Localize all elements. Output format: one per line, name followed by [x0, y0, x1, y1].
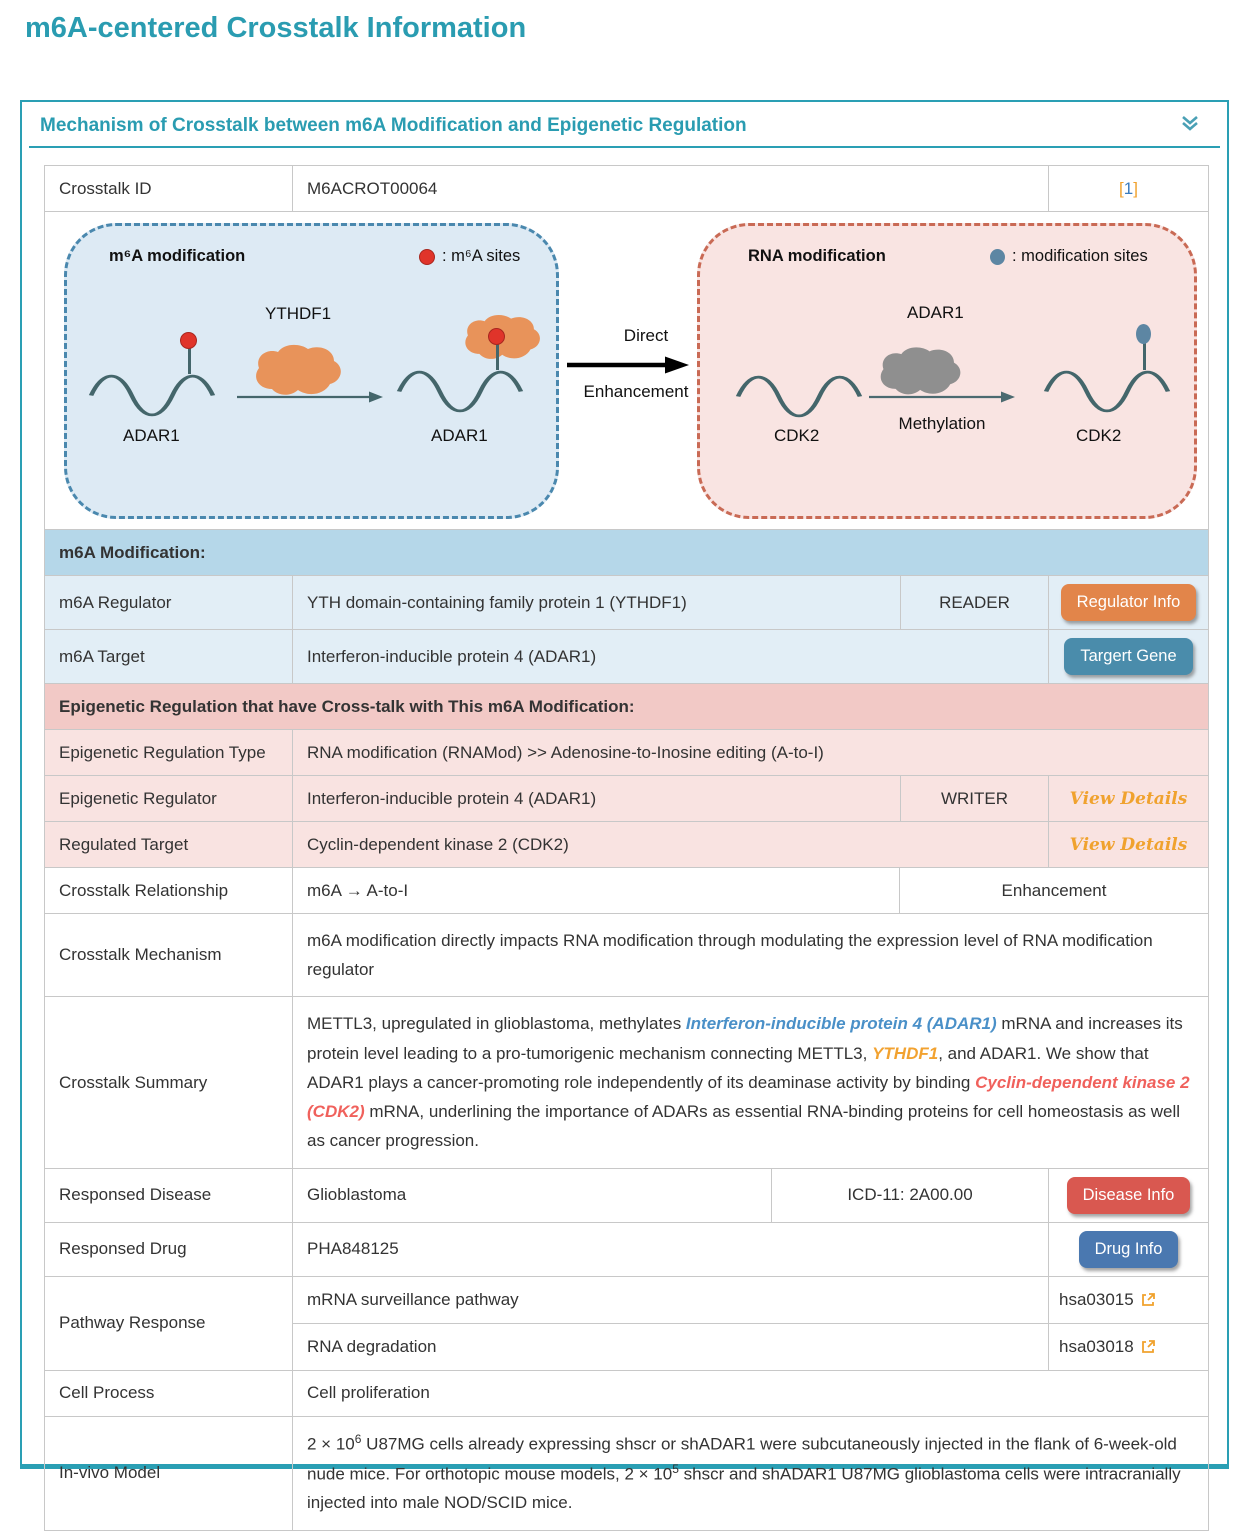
row-m6a-section-header [45, 529, 1208, 575]
view-details-link[interactable]: View Details [1069, 788, 1188, 809]
epigenetic-section-title: Epigenetic Regulation that have Cross-talk with This m6A Modification: [59, 696, 635, 716]
external-link-icon [1140, 1339, 1156, 1355]
crosstalk-direction-line1: Direct [623, 326, 669, 345]
m6a-site-dot-icon [419, 249, 435, 265]
epigenetic-type-label: Epigenetic Regulation Type [59, 742, 266, 762]
epigenetic-regulator-value: Interferon-inducible protein 4 (ADAR1) [292, 776, 900, 821]
rna-wave [1042, 364, 1172, 419]
crosstalk-summary-value: METTL3, upregulated in glioblastoma, methylates Interferon-inducible protein 4 (ADAR1) mRNA and increases its protein level leading to a pro-tumorigenic mechanism connecting METTL3, YTHDF1, and ADAR1. We show that ADAR1 plays a cancer-promoting role independently of its deaminase activity by binding Cyclin-dependent kinase 2 (CDK2) mRNA, underlining the importance of ADARs as essential RNA-binding proteins for cell homeostasis as well as cancer progression. [292, 997, 1208, 1167]
regulated-target-value: Cyclin-dependent kinase 2 (CDK2) [292, 822, 1048, 867]
modification-sites-legend: : modification sites [990, 247, 1148, 266]
crosstalk-id-value: M6ACROT00064 [292, 166, 1048, 211]
rna-modification-box [697, 223, 1197, 519]
target-gene-button[interactable]: Targert Gene [1064, 638, 1192, 675]
target-label: ADAR1 [431, 426, 488, 445]
m6a-section-title: m6A Modification: [59, 542, 206, 562]
rna-wave [87, 368, 217, 423]
row-mechanism-diagram [45, 211, 1208, 529]
target-label: CDK2 [1076, 426, 1122, 445]
responsed-drug-label: Responsed Drug [59, 1239, 187, 1259]
external-link-icon [1140, 1292, 1156, 1308]
pathway-row [293, 1323, 1208, 1370]
crosstalk-relationship-value: m6A → A-to-I [292, 868, 899, 913]
rna-wave [395, 364, 525, 419]
crosstalk-mechanism-value: m6A modification directly impacts RNA modification through modulating the expression level of RNA modification regulator [292, 914, 1208, 996]
crosstalk-table [44, 165, 1209, 1531]
disease-icd-code: ICD-11: 2A00.00 [771, 1169, 1048, 1222]
m6a-sites-legend: : m⁶A sites [419, 247, 520, 266]
methylation-arrow [867, 390, 1017, 404]
panel-header-title: Mechanism of Crosstalk between m6A Modification and Epigenetic Regulation [40, 115, 747, 136]
m6a-modification-box [64, 223, 559, 519]
crosstalk-mechanism-label: Crosstalk Mechanism [59, 945, 222, 965]
m6a-regulator-value: YTH domain-containing family protein 1 (YTHDF1) [292, 576, 900, 629]
cell-process-label: Cell Process [59, 1383, 155, 1403]
m6a-site-dot-icon [488, 328, 505, 345]
pathway-response-label: Pathway Response [59, 1313, 206, 1333]
double-chevron-down-icon[interactable] [1180, 115, 1200, 137]
pathway-kegg-link[interactable]: hsa03015 [1059, 1290, 1156, 1310]
regulator-label: YTHDF1 [265, 304, 332, 323]
crosstalk-panel [20, 100, 1229, 1513]
m6a-box-title: m⁶A modification [109, 247, 246, 265]
pathway-kegg-link[interactable]: hsa03018 [1059, 1337, 1156, 1357]
regulator-info-button[interactable]: Regulator Info [1061, 584, 1197, 621]
mechanism-diagram [45, 212, 1208, 529]
row-crosstalk-mechanism [45, 913, 1208, 996]
row-crosstalk-relationship [45, 867, 1208, 913]
row-pathway-response [45, 1276, 1208, 1370]
responsed-disease-label: Responsed Disease [59, 1185, 212, 1205]
regulator-label: ADAR1 [907, 303, 964, 322]
crosstalk-direction-line2: Enhancement [583, 382, 689, 401]
m6a-target-value: Interferon-inducible protein 4 (ADAR1) [292, 630, 1048, 683]
m6a-regulator-role: READER [900, 576, 1048, 629]
row-cell-process [45, 1370, 1208, 1416]
row-m6a-regulator [45, 575, 1208, 629]
view-details-link[interactable]: View Details [1069, 834, 1188, 855]
pathway-name: RNA degradation [307, 1336, 437, 1356]
row-m6a-target [45, 629, 1208, 683]
cell-process-value: Cell proliferation [292, 1371, 1208, 1416]
epigenetic-regulator-role: WRITER [900, 776, 1048, 821]
row-responsed-disease [45, 1168, 1208, 1222]
row-epigenetic-type [45, 729, 1208, 775]
epigenetic-regulator-label: Epigenetic Regulator [59, 788, 217, 808]
row-epigenetic-regulator [45, 775, 1208, 821]
crosstalk-arrow [565, 355, 691, 375]
pathway-row [293, 1277, 1208, 1323]
crosstalk-summary-label: Crosstalk Summary [59, 1072, 208, 1092]
row-crosstalk-id [45, 166, 1208, 211]
drug-info-button[interactable]: Drug Info [1079, 1231, 1179, 1268]
target-label: ADAR1 [123, 426, 180, 445]
panel-header [29, 102, 1220, 148]
row-responsed-drug [45, 1222, 1208, 1276]
invivo-model-value: $2 \times 10^6$ U87MG cells already expressing shscr or shADAR1 were subcutaneously injected in the flank of 6-week-old nude mice. For orthotopic mouse models, $2 \times 10^5$ shscr and shADAR1 U87MG glioblastoma cells were intracranially injected into male NOD/SCID mice. [292, 1417, 1208, 1530]
m6a-regulator-label: m6A Regulator [59, 592, 172, 612]
pathway-name: mRNA surveillance pathway [307, 1289, 519, 1309]
reaction-arrow [235, 390, 385, 404]
row-regulated-target [45, 821, 1208, 867]
rna-wave [734, 369, 864, 424]
modification-site-dot-icon [990, 249, 1005, 265]
responsed-disease-value: Glioblastoma [292, 1169, 771, 1222]
action-label: Methylation [898, 414, 986, 433]
row-invivo-model [45, 1416, 1208, 1530]
rna-box-title: RNA modification [748, 247, 886, 265]
m6a-site-dot-icon [180, 332, 197, 349]
m6a-target-label: m6A Target [59, 646, 145, 666]
responsed-drug-value: PHA848125 [292, 1223, 1048, 1276]
epigenetic-type-value: RNA modification (RNAMod) >> Adenosine-to-Inosine editing (A-to-I) [292, 730, 1208, 775]
row-crosstalk-summary [45, 996, 1208, 1167]
target-label: CDK2 [774, 426, 820, 445]
regulated-target-label: Regulated Target [59, 834, 189, 854]
disease-info-button[interactable]: Disease Info [1067, 1177, 1191, 1214]
crosstalk-relationship-label: Crosstalk Relationship [59, 880, 229, 900]
invivo-model-label: In-vivo Model [59, 1463, 161, 1483]
row-epigenetic-section-header [45, 683, 1208, 729]
crosstalk-effect: Enhancement [899, 868, 1208, 913]
modification-site-dot-icon [1136, 324, 1151, 344]
crosstalk-id-label: Crosstalk ID [59, 178, 152, 198]
reference-link[interactable]: [1] [1119, 178, 1138, 198]
page-title: m6A-centered Crosstalk Information [25, 12, 527, 44]
